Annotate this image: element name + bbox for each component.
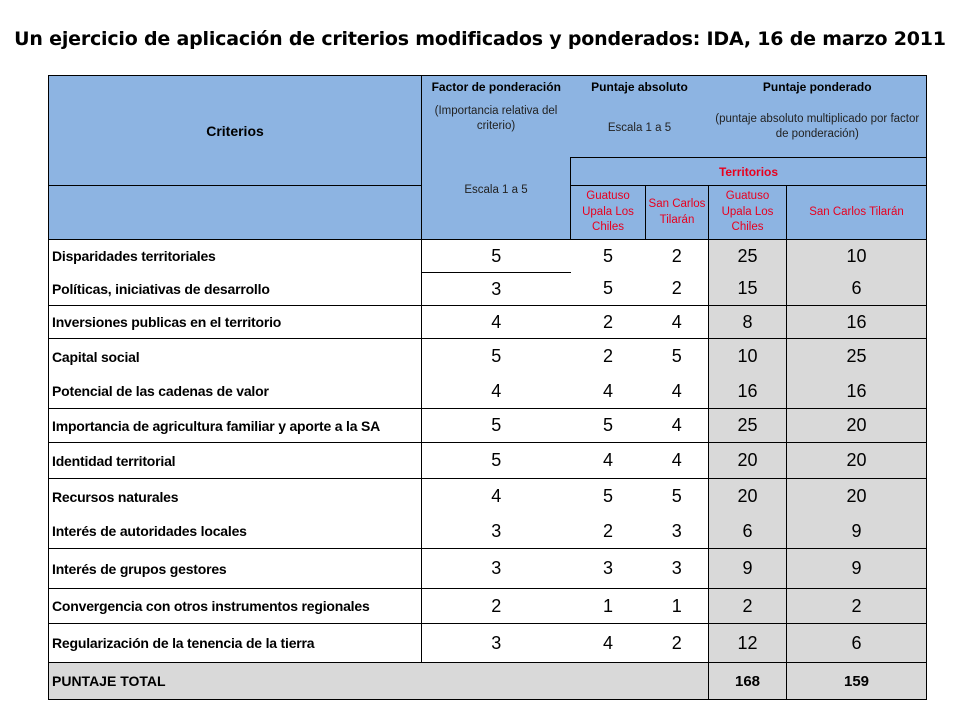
abs-value-1: 2 [602, 520, 613, 541]
header-abs-scale: Escala 1 a 5 [571, 98, 709, 158]
abs-value-2: 1 [646, 589, 709, 624]
pond-value-1: 25 [709, 240, 787, 273]
pond-value-1: 12 [709, 624, 787, 663]
pond-value-2: 6 [787, 624, 927, 663]
abs-value-2: 4 [646, 443, 709, 479]
criterion-label: Disparidades territoriales [49, 240, 422, 273]
abs-value-2: 2 [646, 624, 709, 663]
abs-value-1: 5 [602, 245, 613, 266]
abs-value-1: 5 [602, 278, 613, 299]
abs-value-1: 1 [571, 589, 646, 624]
criterion-label: Interés de autoridades locales [49, 515, 422, 549]
slide-title: Un ejercicio de aplicación de criterios modificados y ponderados: IDA, 16 de marzo 2011 [14, 28, 946, 50]
total-pond-2: 159 [787, 663, 927, 700]
pond-value-1: 25 [709, 409, 787, 443]
criterion-label: Interés de grupos gestores [49, 549, 422, 589]
abs-value-2: 5 [646, 479, 709, 515]
header-abs-title: Puntaje absoluto [571, 76, 709, 98]
factor-desc-text: (Importancia relativa del criterio) [434, 104, 558, 133]
abs-value-2: 3 [671, 520, 682, 541]
total-label: PUNTAJE TOTAL [49, 663, 709, 700]
factor-value: 5 [422, 339, 571, 375]
total-row [49, 663, 927, 700]
pond-value-2: 10 [787, 240, 927, 273]
header-territorios: Territorios [571, 158, 927, 186]
header-crit-spacer [49, 186, 422, 240]
abs-value-1: 5 [571, 409, 646, 443]
factor-value: 4 [422, 375, 571, 409]
factor-value: 5 [422, 409, 571, 443]
table-row [49, 339, 927, 375]
abs-value-2: 4 [671, 380, 682, 401]
header-pond-desc: (puntaje absoluto multiplicado por factor de ponderación) [709, 98, 927, 158]
pond-value-2: 20 [787, 479, 927, 515]
pond-value-2: 20 [787, 409, 927, 443]
header-pond-title: Puntaje ponderado [709, 76, 927, 98]
pond-value-1: 15 [709, 273, 787, 306]
total-pond-1: 168 [709, 663, 787, 700]
table-row [49, 306, 927, 339]
table-row [49, 240, 927, 273]
factor-value: 3 [422, 549, 571, 589]
pond-value-1: 20 [709, 479, 787, 515]
header-factor-desc [422, 98, 571, 240]
pond-value-1: 8 [709, 306, 787, 339]
factor-value: 5 [422, 240, 571, 273]
pond-value-2: 9 [787, 515, 927, 549]
pond-value-1: 20 [709, 443, 787, 479]
abs-value-1: 4 [571, 443, 646, 479]
table-row [49, 549, 927, 589]
abs-value-1: 3 [571, 549, 646, 589]
abs-value-2: 2 [671, 245, 682, 266]
abs-value-1: 2 [571, 306, 646, 339]
abs-value-1: 2 [571, 339, 646, 375]
table-row [49, 273, 927, 306]
criterion-label: Convergencia con otros instrumentos regionales [49, 589, 422, 624]
table-row [49, 375, 927, 409]
criteria-table [48, 75, 927, 700]
header-territory-abs-1: Guatuso Upala Los Chiles [571, 186, 646, 240]
pond-value-2: 20 [787, 443, 927, 479]
pond-value-1: 16 [709, 375, 787, 409]
abs-value-1: 4 [571, 624, 646, 663]
header-criterios: Criterios [49, 76, 422, 186]
criterion-label: Capital social [49, 339, 422, 375]
pond-value-2: 25 [787, 339, 927, 375]
header-territory-pond-2: San Carlos Tilarán [787, 186, 927, 240]
abs-value-2: 2 [671, 278, 682, 299]
pond-value-1: 9 [709, 549, 787, 589]
factor-value: 4 [422, 306, 571, 339]
pond-value-2: 16 [787, 306, 927, 339]
factor-value: 2 [422, 589, 571, 624]
abs-value-2: 5 [646, 339, 709, 375]
pond-value-1: 10 [709, 339, 787, 375]
criterion-label: Políticas, iniciativas de desarrollo [49, 273, 422, 306]
table-row [49, 443, 927, 479]
table-row [49, 479, 927, 515]
abs-value-1: 4 [602, 380, 613, 401]
abs-value-1: 5 [571, 479, 646, 515]
pond-value-2: 16 [787, 375, 927, 409]
table-row [49, 589, 927, 624]
factor-value: 5 [422, 443, 571, 479]
factor-value: 3 [422, 273, 571, 306]
criterion-label: Importancia de agricultura familiar y aporte a la SA [49, 409, 422, 443]
table-row [49, 624, 927, 663]
criterion-label: Potencial de las cadenas de valor [49, 375, 422, 409]
abs-value-2: 3 [646, 549, 709, 589]
abs-value-2: 4 [646, 306, 709, 339]
criterion-label: Identidad territorial [49, 443, 422, 479]
pond-value-1: 6 [709, 515, 787, 549]
abs-value-2: 4 [646, 409, 709, 443]
pond-value-2: 9 [787, 549, 927, 589]
pond-value-2: 2 [787, 589, 927, 624]
pond-value-2: 6 [787, 273, 927, 306]
factor-value: 3 [422, 624, 571, 663]
header-territory-pond-1: Guatuso Upala Los Chiles [709, 186, 787, 240]
pond-value-1: 2 [709, 589, 787, 624]
criterion-label: Regularización de la tenencia de la tierra [49, 624, 422, 663]
table-row [49, 515, 927, 549]
header-territory-abs-2: San Carlos Tilarán [646, 186, 709, 240]
factor-value: 4 [422, 479, 571, 515]
criterion-label: Recursos naturales [49, 479, 422, 515]
factor-value: 3 [422, 515, 571, 549]
table-row [49, 409, 927, 443]
header-factor-title: Factor de ponderación [422, 76, 571, 98]
factor-scale-text: Escala 1 a 5 [464, 183, 528, 196]
criterion-label: Inversiones publicas en el territorio [49, 306, 422, 339]
